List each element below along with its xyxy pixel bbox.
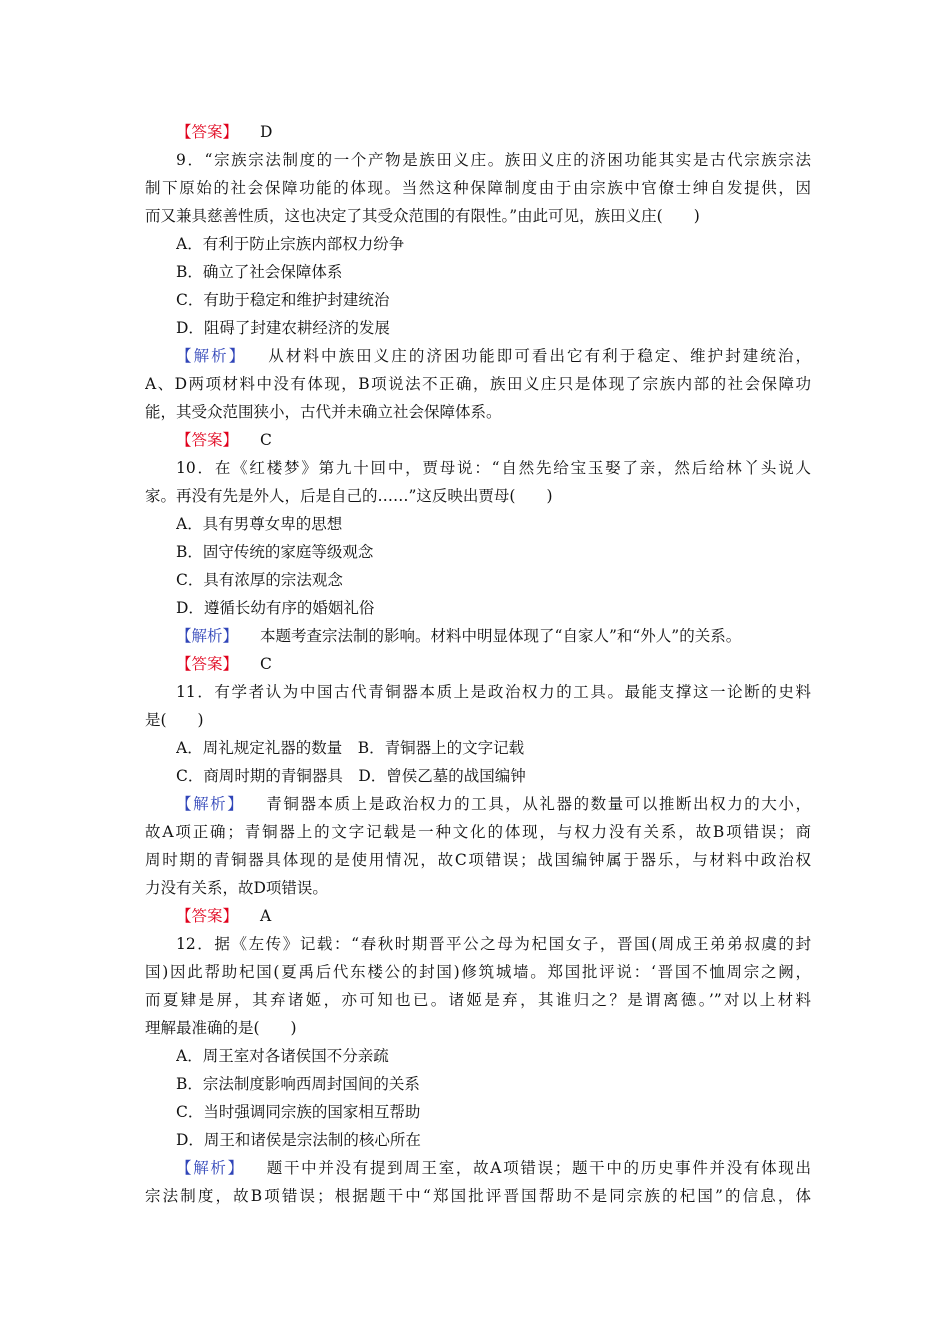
q11-analysis-line-4: 力没有关系，故D项错误。 (145, 879, 328, 897)
q9-option-b: B．确立了社会保障体系 (176, 263, 343, 281)
q9-stem-line-3: 而又兼具慈善性质，这也决定了其受众范围的有限性。”由此可见，族田义庄( ) (145, 207, 700, 225)
q9-option-c: C．有助于稳定和维护封建统治 (176, 291, 390, 309)
analysis-tag: 【解析】 (176, 347, 247, 365)
q12-option-c: C．当时强调同宗族的国家相互帮助 (176, 1103, 421, 1121)
q11-options-line-2: C．商周时期的青铜器具 D．曾侯乙墓的战国编钟 (176, 767, 526, 785)
q9-answer-line (176, 426, 811, 454)
q11-answer-line (176, 902, 811, 930)
q12-option-d: D．周王和诸侯是宗法制的核心所在 (176, 1131, 421, 1149)
answer-tag: 【答案】 (176, 655, 239, 673)
q8-answer-line (176, 118, 811, 146)
answer-value: D (260, 123, 273, 141)
q9-analysis-line-3: 能，其受众范围狭小，古代并未确立社会保障体系。 (145, 403, 502, 421)
analysis-tag: 【解析】 (176, 795, 245, 813)
q9-analysis-line-1 (176, 342, 811, 370)
answer-value: A (260, 907, 272, 925)
q10-answer-line (176, 650, 811, 678)
q10-option-c: C．具有浓厚的宗法观念 (176, 571, 343, 589)
answer-tag: 【答案】 (176, 431, 239, 449)
q11-stem-line-2: 是( ) (145, 711, 204, 729)
q12-analysis-line-2: 宗法制度，故B项错误；根据题干中“郑国批评晋国帮助不是同宗族的杞国”的信息，体 (145, 1187, 811, 1205)
q10-option-b: B．固守传统的家庭等级观念 (176, 543, 374, 561)
q10-stem-line-2: 家。再没有先是外人，后是自己的……”这反映出贾母( ) (145, 487, 553, 505)
analysis-text: 题干中并没有提到周王室，故A项错误；题干中的历史事件并没有体现出 (266, 1159, 811, 1177)
q11-analysis-line-2: 故A项正确；青铜器上的文字记载是一种文化的体现，与权力没有关系，故B项错误；商 (145, 823, 811, 841)
answer-value: C (260, 655, 272, 673)
q9-analysis-line-2: A、D两项材料中没有体现，B项说法不正确，族田义庄只是体现了宗族内部的社会保障功 (145, 375, 811, 393)
q12-stem-line-2: 国)因此帮助杞国(夏禹后代东楼公的封国)修筑城墙。郑国批评说：‘晋国不恤周宗之阙， (145, 963, 811, 981)
q10-option-a: A．具有男尊女卑的思想 (176, 515, 343, 533)
q12-stem-line-4: 理解最准确的是( ) (145, 1019, 297, 1037)
q9-option-d: D．阻碍了封建农耕经济的发展 (176, 319, 390, 337)
q10-analysis-line-1 (176, 622, 811, 650)
q10-option-d: D．遵循长幼有序的婚姻礼俗 (176, 599, 375, 617)
q9-stem-line-1: 9．“宗族宗法制度的一个产物是族田义庄。族田义庄的济困功能其实是古代宗族宗法 (176, 151, 811, 169)
q9-stem-line-2: 制下原始的社会保障功能的体现。当然这种保障制度由于由宗族中官僚士绅自发提供，因 (145, 179, 811, 197)
analysis-tag: 【解析】 (176, 627, 239, 645)
answer-value: C (260, 431, 272, 449)
analysis-tag: 【解析】 (176, 1159, 245, 1177)
q11-stem-line-1: 11．有学者认为中国古代青铜器本质上是政治权力的工具。最能支撑这一论断的史料 (176, 683, 811, 701)
analysis-text: 从材料中族田义庄的济困功能即可看出它有利于稳定、维护封建统治， (268, 347, 811, 365)
analysis-text: 本题考查宗法制的影响。材料中明显体现了“自家人”和“外人”的关系。 (260, 627, 742, 645)
q11-analysis-line-1 (176, 790, 811, 818)
q11-options-line-1: A．周礼规定礼器的数量 B．青铜器上的文字记载 (176, 739, 525, 757)
q10-stem-line-1: 10．在《红楼梦》第九十回中，贾母说：“自然先给宝玉娶了亲，然后给林丫头说人 (176, 459, 811, 477)
q12-analysis-line-1 (176, 1154, 811, 1182)
q11-analysis-line-3: 周时期的青铜器具体现的是使用情况，故C项错误；战国编钟属于器乐，与材料中政治权 (145, 851, 811, 869)
answer-tag: 【答案】 (176, 123, 239, 141)
analysis-text: 青铜器本质上是政治权力的工具，从礼器的数量可以推断出权力的大小， (266, 795, 811, 813)
q12-option-b: B．宗法制度影响西周封国间的关系 (176, 1075, 420, 1093)
q12-stem-line-3: 而夏肄是屏，其弃诸姬，亦可知也已。诸姬是弃，其谁归之？是谓离德。’”对以上材料 (145, 991, 811, 1009)
q12-option-a: A．周王室对各诸侯国不分亲疏 (176, 1047, 389, 1065)
q9-option-a: A．有利于防止宗族内部权力纷争 (176, 235, 405, 253)
answer-tag: 【答案】 (176, 907, 239, 925)
q12-stem-line-1: 12．据《左传》记载：“春秋时期晋平公之母为杞国女子，晋国(周成王弟弟叔虞的封 (176, 935, 811, 953)
